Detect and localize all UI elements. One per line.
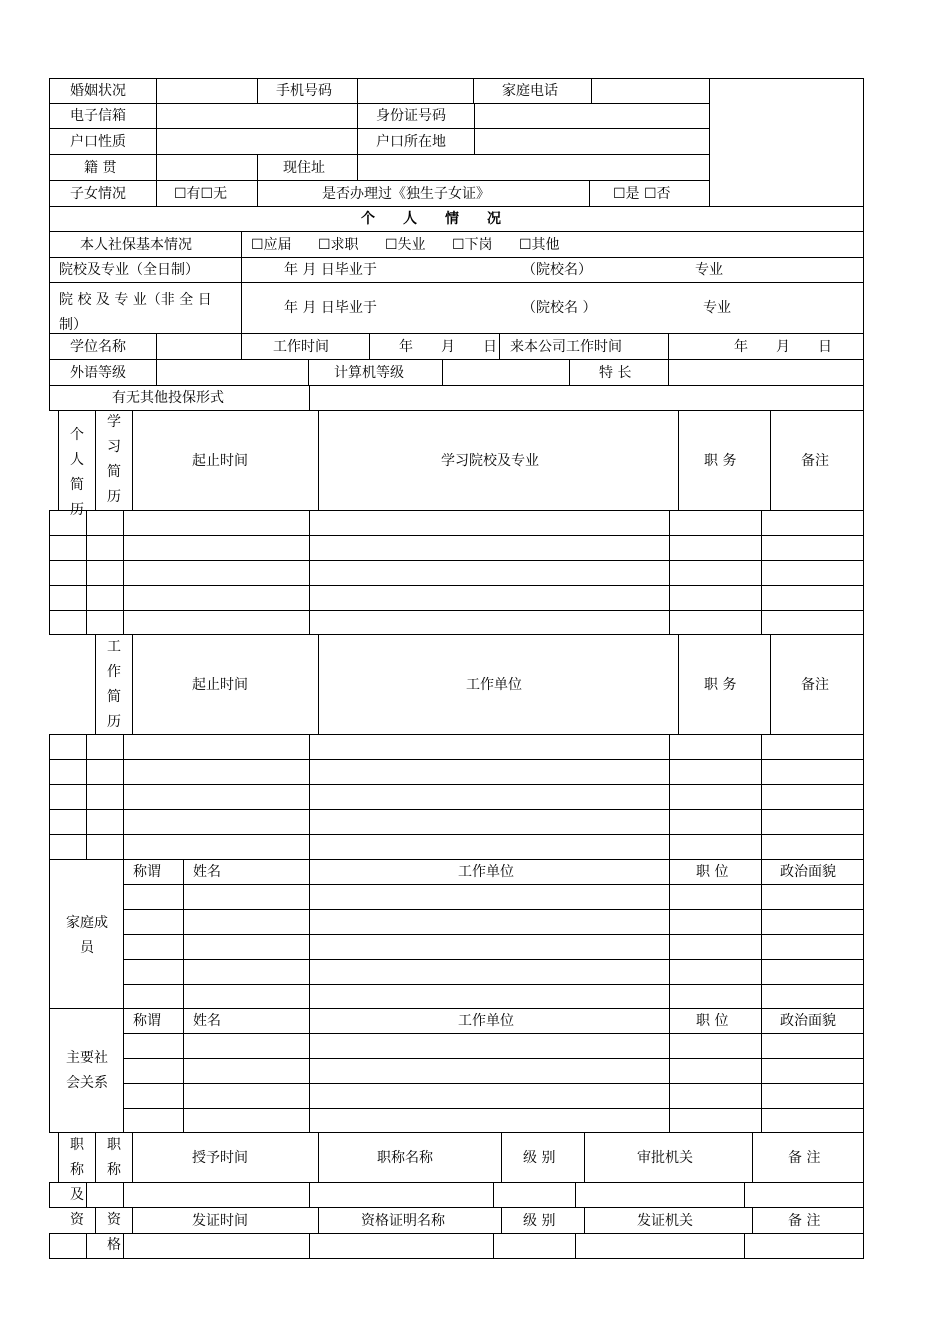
family-position-header: 职 位 (696, 864, 729, 880)
ss-option-graduate[interactable]: ☐应届 (251, 237, 292, 253)
email-label: 电子信箱 (70, 108, 126, 124)
children-label: 子女情况 (70, 186, 126, 202)
fulltime-major[interactable]: 专业 (695, 262, 723, 278)
work-resume-label: 工作简历 (107, 639, 121, 730)
current-address-label: 现住址 (283, 160, 325, 176)
study-school-label: 学习院校及专业 (441, 453, 539, 469)
study-col-c (761, 510, 864, 635)
marital-label: 婚姻状况 (70, 83, 126, 99)
parttime-label: 院 校 及 专 业（非 全 日 制） (59, 292, 212, 333)
title-row-col-a (86, 1182, 124, 1208)
title-row-col-c (575, 1182, 745, 1208)
social-unit-header: 工作单位 (458, 1013, 514, 1029)
issue-time-label: 发证时间 (192, 1213, 248, 1229)
social-position-header: 职 位 (696, 1013, 729, 1029)
company-time-date[interactable]: 年 月 日 (734, 339, 832, 355)
native-place-label: 籍 贯 (84, 160, 117, 176)
home-phone-input[interactable] (591, 78, 710, 104)
one-child-question: 是否办理过《独生子女证》 (322, 186, 490, 202)
approval-label: 审批机关 (637, 1150, 693, 1166)
children-options[interactable]: ☐有☐无 (174, 186, 228, 202)
study-position-label: 职 务 (704, 453, 737, 469)
study-resume-label: 学习简历 (107, 414, 121, 505)
photo-box[interactable] (709, 78, 864, 207)
qual-row-col-c (575, 1233, 745, 1259)
title-row-col-b (309, 1182, 494, 1208)
family-label: 家庭成员 (66, 915, 108, 956)
ss-option-unemployed[interactable]: ☐失业 (385, 237, 426, 253)
id-number-label: 身份证号码 (376, 108, 446, 124)
language-label: 外语等级 (70, 365, 126, 381)
language-input[interactable] (156, 359, 309, 386)
parttime-major[interactable]: 专业 (703, 300, 731, 316)
hukou-type-input[interactable] (156, 128, 358, 155)
work-col-b (309, 734, 670, 860)
family-political-header: 政治面貌 (780, 864, 836, 880)
social-name-header: 姓名 (193, 1013, 221, 1029)
mobile-label: 手机号码 (276, 83, 332, 99)
study-col-a (86, 510, 124, 635)
social-label: 主要社会关系 (66, 1050, 108, 1091)
work-time-label: 工作时间 (273, 339, 329, 355)
fulltime-school-name[interactable]: （院校名） (522, 262, 592, 278)
qual-remarks-label: 备 注 (788, 1213, 821, 1229)
other-insurance-input[interactable] (309, 385, 864, 411)
work-period-label: 起止时间 (192, 677, 248, 693)
title-remarks-label: 备 注 (788, 1150, 821, 1166)
social-political-header: 政治面貌 (780, 1013, 836, 1029)
work-col-a (86, 734, 124, 860)
other-insurance-label: 有无其他投保形式 (112, 390, 224, 406)
cert-name-label: 资格证明名称 (361, 1213, 445, 1229)
study-col-b (309, 510, 670, 635)
ss-option-other[interactable]: ☐其他 (519, 237, 560, 253)
family-name-header: 姓名 (193, 864, 221, 880)
parttime-grad-date[interactable]: 年 月 日毕业于 (284, 300, 377, 316)
hukou-type-label: 户口性质 (70, 134, 126, 150)
specialty-label: 特 长 (599, 365, 632, 381)
study-period-label: 起止时间 (192, 453, 248, 469)
qual-row-col-b (309, 1233, 494, 1259)
hukou-location-input[interactable] (474, 128, 710, 155)
home-phone-label: 家庭电话 (502, 83, 558, 99)
qual-row-col-a (86, 1233, 124, 1259)
family-col-name (183, 859, 310, 1009)
ss-option-laidoff[interactable]: ☐下岗 (452, 237, 493, 253)
fulltime-label: 院校及专业（全日制） (59, 262, 199, 278)
work-col-c (761, 734, 864, 860)
title-name-label: 职称名称 (377, 1150, 433, 1166)
grant-time-label: 授予时间 (192, 1150, 248, 1166)
specialty-input[interactable] (668, 359, 864, 386)
social-relation-header: 称谓 (133, 1013, 161, 1029)
issuer-label: 发证机关 (637, 1213, 693, 1229)
degree-input[interactable] (156, 333, 242, 360)
study-remarks-label: 备注 (801, 453, 829, 469)
family-relation-header: 称谓 (133, 864, 161, 880)
social-security-label: 本人社保基本情况 (80, 237, 192, 253)
work-unit-label: 工作单位 (466, 677, 522, 693)
ss-option-jobseeking[interactable]: ☐求职 (318, 237, 359, 253)
qual-label: 资格 (107, 1212, 121, 1253)
family-col-position (669, 859, 762, 1009)
current-address-input[interactable] (357, 154, 710, 181)
section-title: 个 人 情 况 (361, 211, 501, 227)
qual-level-label: 级 别 (523, 1213, 556, 1229)
work-time-date[interactable]: 年 月 日 (399, 339, 497, 355)
computer-input[interactable] (442, 359, 570, 386)
degree-label: 学位名称 (70, 339, 126, 355)
native-place-input[interactable] (156, 154, 258, 181)
title-level-label: 级 别 (523, 1150, 556, 1166)
company-time-label: 来本公司工作时间 (510, 339, 622, 355)
marital-input[interactable] (156, 78, 258, 104)
mobile-input[interactable] (357, 78, 474, 104)
hukou-location-label: 户口所在地 (376, 134, 446, 150)
yes-no-options[interactable]: ☐是 ☐否 (613, 186, 671, 202)
parttime-school-name[interactable]: （院校名 ） (522, 300, 597, 316)
id-number-input[interactable] (474, 103, 710, 129)
fulltime-grad-date[interactable]: 年 月 日毕业于 (284, 262, 377, 278)
title-label: 职称 (107, 1137, 121, 1178)
work-remarks-label: 备注 (801, 677, 829, 693)
personal-resume-label: 个人简历 (70, 427, 84, 518)
family-unit-header: 工作单位 (458, 864, 514, 880)
work-position-label: 职 务 (704, 677, 737, 693)
titles-side-label: 职称及资 (70, 1137, 84, 1228)
computer-label: 计算机等级 (334, 365, 404, 381)
email-input[interactable] (156, 103, 358, 129)
